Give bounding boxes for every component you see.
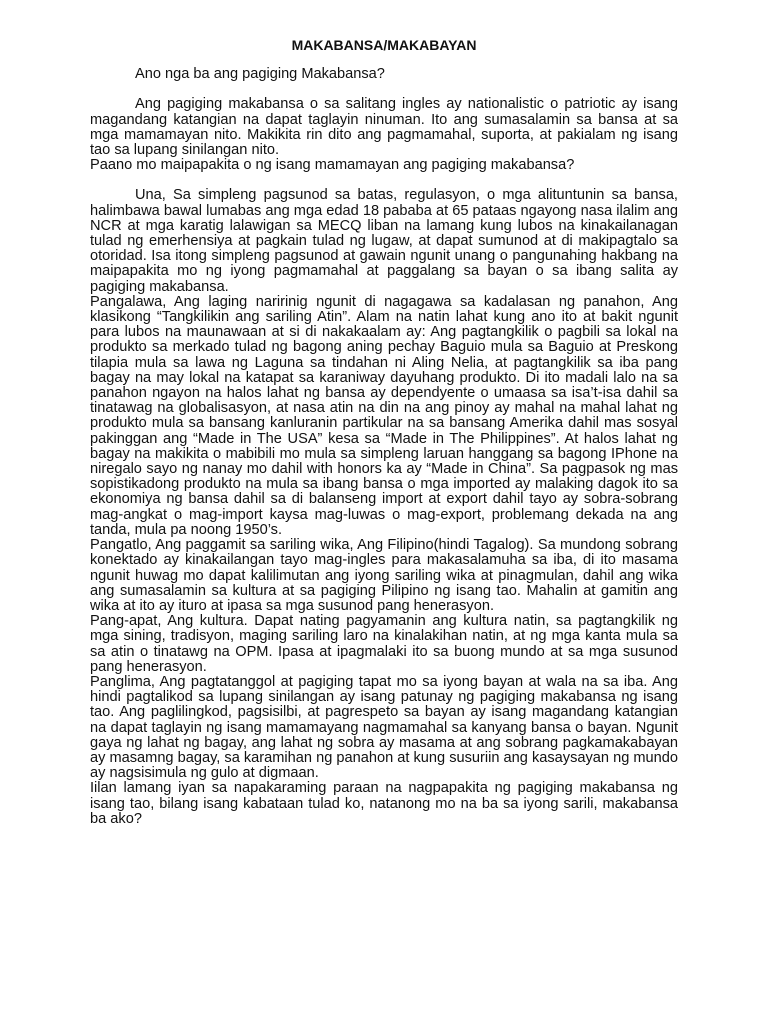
paragraph-panglima: Panglima, Ang pagtatanggol at pagiging tapat mo sa iyong bayan at wala na sa iba. Ang hindi pagtalikod sa lupang sinilangan ay isang patunay ng pagiging makabansa ng isang tao. Ang paglilingkod, pagsisilbi, at pagrespeto sa bayan ay isang magandang katangian na dapat taglayin ng isang mamamayang nagmamahal sa kanyang bansa o bayan. Ngunit gaya ng lahat ng bagay, ang lahat ng sobra ay masama at ang sobrang pagkamakabayan ay masamng bagay, sa karamihan ng panahon at kung susuriin ang kasaysayan ng mundo ay nagsisimula ng gulo at digmaan. <box>90 673 678 782</box>
opening-question: Ano nga ba ang pagiging Makabansa? <box>135 66 385 83</box>
paragraph-una: Una, Sa simpleng pagsunod sa batas, regulasyon, o mga alituntunin sa bansa, halimbawa bawal lumabas ang mga edad 18 pababa at 65 pataas ngayong nasa ilalim ang NCR at mga karatig lalawigan sa MECQ liban na lamang kung lubos na kinakailanagan tulad ng emerhensiya at pagkain tulad ng lugaw, at dapat sumunod at di makipagtalo sa otoridad. Isa itong simpleng pagsunod at gawain ngunit unang o pangunahing hakbang na maipapakita mo ng iyong pagmamahal at paggalang sa bayan o sa ibang salita ay pagiging makabansa. <box>90 187 678 295</box>
paragraph-conclusion: Iilan lamang iyan sa napakaraming paraan na nagpapakita ng pagiging makabansa ng isang tao, bilang isang kabataan tulad ko, natanong mo na ba sa iyong sarili, makabansa ba ako? <box>90 780 678 827</box>
paragraph-pangalawa: Pangalawa, Ang laging naririnig ngunit di nagagawa sa kadalasan ng panahon, Ang klasikong “Tangkilikin ang sariling Atin”. Alam na natin lahat kung ano ito at bakit ngunit para lubos na maunawaan at si di nakakaalam ay: Ang pagtangkilik o pagbili sa lokal na produkto sa merkado tulad ng bagong aning pechay Baguio mula sa Baguio at Preskong tilapia mula sa lawa ng Laguna sa tindahan ni Aling Nelia, at pagtangkilik sa iba pang bagay na may lokal na katapat sa karaniway dayuhang produkto. Di ito madali lalo na sa panahon ngayon na halos lahat ng bansa ay dependyente o umaasa sa isa’t-isa dahil sa tinatawag na globalisasyon, at nasa atin na din na ang pinoy ay mahal na mahal lahat ng produkto mula sa bansang kanluranin partikular na sa bansang Amerika dahil mas sosyal pakinggan ang “Made in The USA” kesa sa “Made in The Philippines”. At halos lahat ng bagay na makikita o mabibili mo mula sa simpleng laruan hanggang sa bagong IPhone na niregalo sayo ng nanay mo dahil with honors ka ay “Made in China”. Sa pagpasok ng mas sopistikadong produkto na mula sa ibang bansa o mga imported ay malaking dagok ito sa ekonomiya ng bansa dahil sa di balanseng import at export dahil tayo ay sobra-sobrang mag-angkat o mag-import kaysa mag-luwas o mag-export, problemang dekada na ang tanda, mula pa noong 1950’s. <box>90 293 678 538</box>
paragraph-intro: Ang pagiging makabansa o sa salitang ingles ay nationalistic o patriotic ay isang magandang katangian na dapat taglayin ninuman. Ito ang sumasalamin sa bansa at sa mga mamamayan nito. Makikita rin dito ang pagmamahal, suporta, at pakialam ng isang tao sa lupang sinilangan nito. <box>90 96 678 159</box>
paragraph-gap <box>90 173 678 188</box>
document-title: MAKABANSA/MAKABAYAN <box>291 37 477 53</box>
paragraph-pangatlo: Pangatlo, Ang paggamit sa sariling wika, Ang Filipino(hindi Tagalog). Sa mundong sobrang konektado ay kinakailangan tayo mag-ingles para makasalamuha sa iba, di ito masama ngunit huwag mo dapat kalilimutan ang iyong sariling wika at pinagmulan, dahil ang wika ang sumasalamin sa kultura at sa pagiging Pilipino ng isang tao. Mahalin at gamitin ang wika at ito ay ituro at ipasa sa mga susunod pang henerasyon. <box>90 537 678 614</box>
paragraph-question: Paano mo maipapakita o ng isang mamamayan ang pagiging makabansa? <box>90 157 575 174</box>
document-page <box>90 38 678 827</box>
paragraph-pang-apat: Pang-apat, Ang kultura. Dapat nating pagyamanin ang kultura natin, sa pagtangkilik ng mga sining, tradisyon, maging sariling laro na kinalakihan natin, at ng mga kanta mula sa sa atin o tinatawg na OPM. Ipasa at ipagmalaki ito sa buong mundo at sa mga susunod pang henerasyon. <box>90 613 678 675</box>
